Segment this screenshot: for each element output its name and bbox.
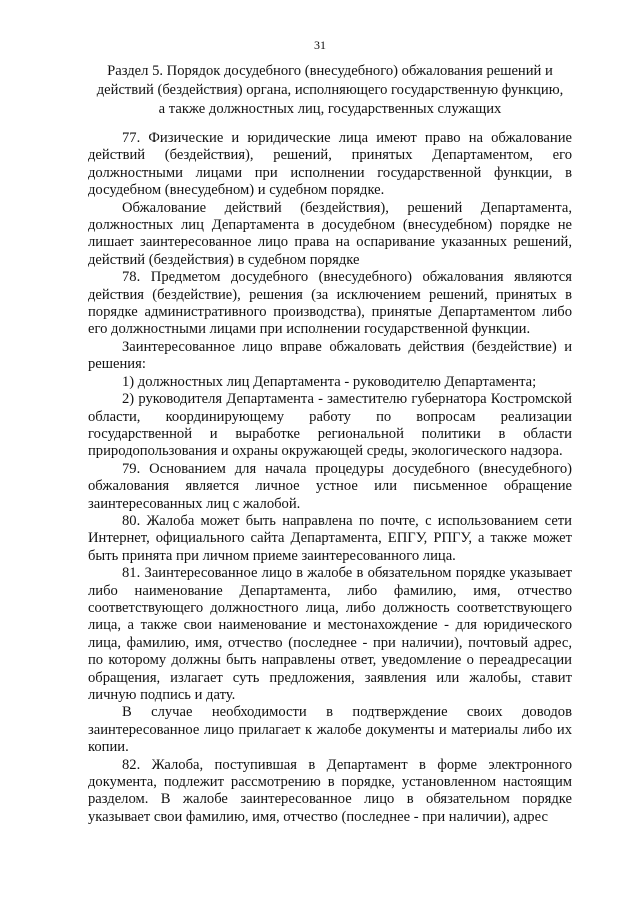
page-number: 31 — [314, 38, 326, 52]
section-title-line: а также должностных лиц, государственных служащих — [158, 101, 502, 117]
paragraph-79: 79. Основанием для начала процедуры досудебного (внесудебного) обжалования является личное устное или письменное обращение заинтересованных лиц с жалобой. — [88, 460, 572, 512]
paragraph-81: 81. Заинтересованное лицо в жалобе в обязательном порядке указывает либо наименование Департамента, либо фамилию, имя, отчество соответствующего должностного лица, либо должность соответствующего лица, а также свои наименование и местонахождение - для юридического лица, фамилию, имя, отчество (последнее - при наличии), почтовый адрес, по которому должны быть направлены ответ, уведомление о переадресации обращения, излагает суть предложения, заявления или жалобы, ставит личную подпись и дату. — [88, 565, 572, 703]
paragraph-77: 77. Физические и юридические лица имеют право на обжалование действий (бездействия), решений, принятых Департаментом, его должностными лицами при исполнении государственной функции, в досудебном (внесудебном) и судебном порядке. — [88, 130, 572, 199]
paragraph-82: 82. Жалоба, поступившая в Департамент в форме электронного документа, подлежит рассмотрению в порядке, установленном настоящим разделом. В жалобе заинтересованное лицо в обязательном порядке указывает свои фамилию, имя, отчество (последнее - при наличии), адрес — [88, 756, 572, 825]
section-title-line: действий (бездействия) органа, исполняющего государственную функцию, — [96, 82, 564, 98]
paragraph-appeal-rights: Обжалование действий (бездействия), решений Департамента, должностных лиц Департамента в досудебном (внесудебном) порядке не лишает заинтересованное лицо права на оспаривание указанных решений, действий (бездействия) в судебном порядке — [88, 199, 572, 268]
list-item-2: 2) руководителя Департамента - заместителю губернатора Костромской области, координирующему работу по вопросам реализации государственной и выработке региональной политики в области природопользования и охраны окружающей среды, экологического надзора. — [88, 391, 572, 460]
paragraph-78: 78. Предметом досудебного (внесудебного) обжалования являются действия (бездействие), решения (за исключением решений, принятых в порядке административного производства), принятые Департаментом либо его должностными лицами при исполнении государственной функции. — [88, 269, 572, 338]
section-title-line: Раздел 5. Порядок досудебного (внесудебного) обжалования решений и — [107, 63, 553, 79]
paragraph-80: 80. Жалоба может быть направлена по почте, с использованием сети Интернет, официального сайта Департамента, ЕПГУ, РПГУ, а также может быть принята при личном приеме заинтересованного лица. — [88, 512, 572, 564]
section-title — [70, 62, 590, 119]
list-item-1: 1) должностных лиц Департамента - руководителю Департамента; — [122, 373, 537, 390]
paragraph-appeal-targets: Заинтересованное лицо вправе обжаловать действия (бездействие) и решения: — [88, 338, 572, 373]
document-body — [88, 130, 572, 826]
paragraph-supporting-documents: В случае необходимости в подтверждение своих доводов заинтересованное лицо прилагает к жалобе документы и материалы либо их копии. — [88, 704, 572, 756]
